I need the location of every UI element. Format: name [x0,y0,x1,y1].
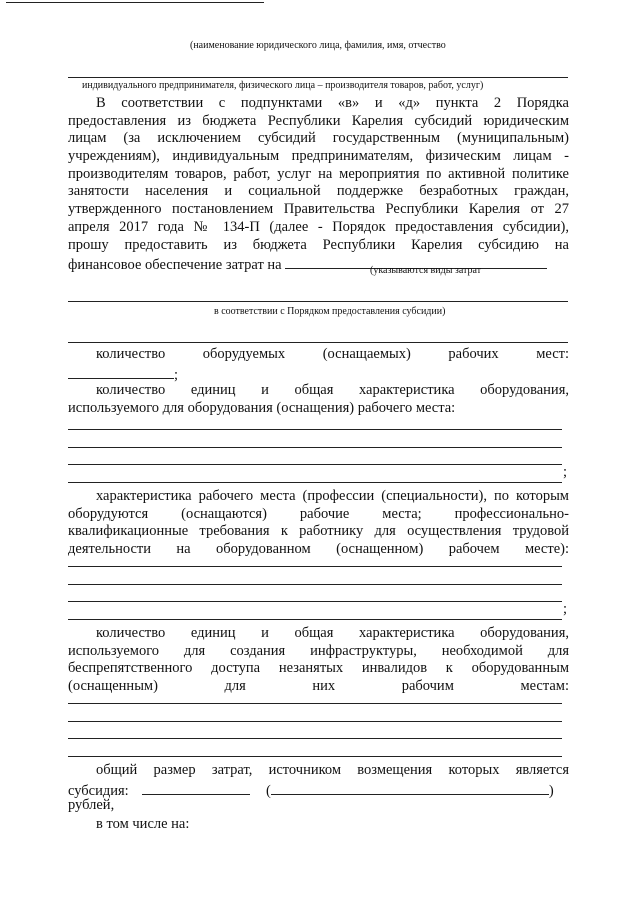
workplaces-block [68,346,569,381]
workplaces-label: количество оборудуемых (оснащаемых) рабочих мест: [96,346,569,362]
subsidy-label: субсидия: [68,782,129,799]
cost-label: финансовое обеспечение затрат на [68,257,282,274]
applicant-name-line [68,77,568,78]
workplaces-value-line [68,364,569,382]
semicolon: ; [174,366,179,383]
cost-types-caption: (указываются виды затрат [370,265,482,276]
intro-line: лицам (за исключением субсидий государственным (муниципальным) [68,130,569,147]
infrastructure-field-line[interactable] [68,756,562,757]
subsidy-line [68,780,569,798]
equipment-field-line[interactable] [68,482,562,483]
equipment-block [68,382,569,417]
infrastructure-block [68,625,569,696]
infrastructure-field-line[interactable] [68,721,562,722]
intro-line: предоставления из бюджета Республики Карелия субсидий юридическим [68,112,569,129]
intro-line: утвержденного постановлением Правительства Республики Карелия от 27 [68,201,569,218]
semicolon: ; [563,464,568,480]
applicant-name-caption: (наименование юридического лица, фамилия, имя, отчество [190,40,446,51]
equipment-field-line[interactable] [68,429,562,430]
procedure-caption: в соответствии с Порядком предоставления субсидии) [214,306,446,317]
equipment-field-line[interactable] [68,447,562,448]
paren-close: ) [548,782,554,799]
profession-line: деятельности на оборудованном (оснащенном) рабочем месте): [68,541,569,558]
infrastructure-line: количество единиц и общая характеристика оборудования, [96,625,569,641]
top-rule [6,2,264,3]
subsidy-amount-words-field[interactable] [271,780,549,795]
intro-line: апреля 2017 года № 134-П (далее - Порядок предоставления субсидии), [68,218,569,235]
profession-block [68,488,569,559]
intro-line-1: В соответствии с подпунктами «в» и «д» пункта 2 Порядка [96,95,569,111]
equipment-last-line: используемого для оборудования (оснащения) рабочего места: [68,399,456,416]
profession-line: квалификационные требования к работнику для осуществления трудовой [68,523,569,540]
infrastructure-field-line[interactable] [68,738,562,739]
workplaces-field[interactable] [68,364,174,379]
including-label: в том числе на: [96,816,190,833]
intro-line: прошу предоставить из бюджета Республики Карелия субсидию на [68,236,569,253]
profession-field-line[interactable] [68,566,562,567]
rubles-label: рублей, [68,797,115,814]
profession-line: характеристика рабочего места (профессии (специальности), по которым [96,488,569,504]
intro-line: занятости населения и социальной поддержке безработных граждан, [68,183,569,200]
infrastructure-field-line[interactable] [68,703,562,704]
semicolon: ; [563,601,568,617]
intro-line: производителям товаров, работ, услуг на мероприятия по активной политике [68,165,569,182]
total-line: общий размер затрат, источником возмещения которых является [96,762,569,778]
equipment-line: количество единиц и общая характеристика оборудования, [96,382,569,398]
profession-line: оборудуются (оснащаются) рабочие места; профессионально- [68,505,569,522]
cost-types-field-line[interactable] [68,301,568,302]
equipment-field-line[interactable] [68,464,562,465]
subsidy-amount-field[interactable] [142,780,250,795]
applicant-name-caption-cont: индивидуального предпринимателя, физического лица – производителя товаров, работ, услуг) [82,80,484,91]
profession-field-line[interactable] [68,619,562,620]
intro-paragraph [68,95,569,272]
paren-open: ( [265,782,271,799]
profession-field-line[interactable] [68,584,562,585]
procedure-field-line[interactable] [68,342,568,343]
intro-line: учреждениям), индивидуальным предпринимателям, физическим лицам - [68,148,569,165]
infrastructure-line: используемого для создания инфраструктуры, необходимой для [68,642,569,659]
total-block [68,762,569,834]
profession-field-line[interactable] [68,601,562,602]
infrastructure-line: (оснащенным) для них рабочим местам: [68,678,569,695]
intro-last-line [68,254,569,272]
infrastructure-line: беспрепятственного доступа незанятых инвалидов к оборудованным [68,660,569,677]
